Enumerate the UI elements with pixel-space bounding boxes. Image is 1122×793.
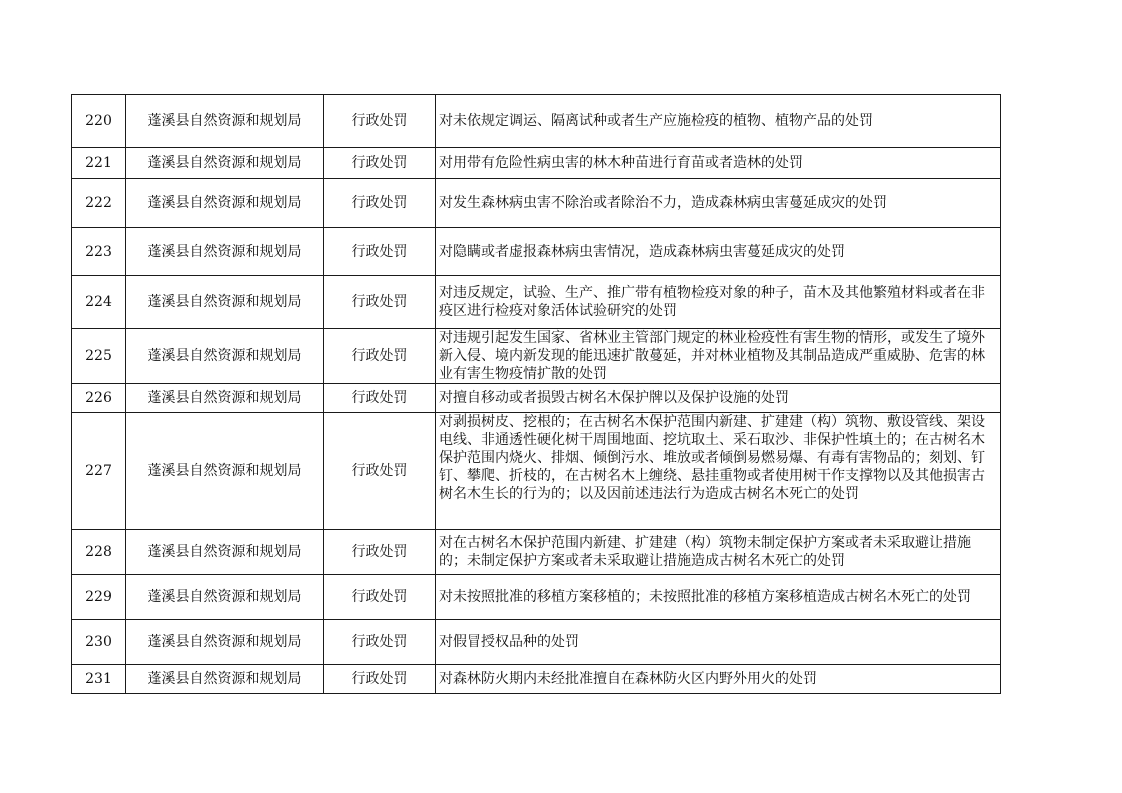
table-row bbox=[72, 620, 1001, 665]
item-number: 226 bbox=[72, 384, 126, 413]
item-type: 行政处罚 bbox=[324, 575, 436, 620]
description-text: 对在古树名木保护范围内新建、扩建建（构）筑物未制定保护方案或者未采取避让措施的；未制定保护方案或者未采取避让措施造成古树名木死亡的处罚 bbox=[439, 535, 971, 569]
department: 蓬溪县自然资源和规划局 bbox=[126, 530, 324, 575]
item-description bbox=[436, 179, 1001, 228]
item-description bbox=[436, 413, 1001, 530]
table-row bbox=[72, 276, 1001, 329]
item-number: 228 bbox=[72, 530, 126, 575]
table-row bbox=[72, 148, 1001, 179]
item-type: 行政处罚 bbox=[324, 95, 436, 148]
department: 蓬溪县自然资源和规划局 bbox=[126, 329, 324, 384]
department: 蓬溪县自然资源和规划局 bbox=[126, 228, 324, 276]
description-text: 对剥损树皮、挖根的；在古树名木保护范围内新建、扩建建（构）筑物、敷设管线、架设电线、非通透性硬化树干周围地面、挖坑取土、采石取沙、非保护性填土的；在古树名木保护范围内烧火、排烟、倾倒污水、堆放或者倾倒易燃易爆、有毒有害物品的；刻划、钉钉、攀爬、折枝的，在古树名木上缠绕、悬挂重物或者使用树干作支撑物以及其他损害古树名木生长的行为的；以及因前述违法行为造成古树名木死亡的处罚 bbox=[439, 414, 985, 502]
description-text: 对违反规定，试验、生产、推广带有植物检疫对象的种子，苗木及其他繁殖材料或者在非疫区进行检疫对象活体试验研究的处罚 bbox=[439, 285, 985, 319]
item-description bbox=[436, 148, 1001, 179]
item-number: 225 bbox=[72, 329, 126, 384]
item-type: 行政处罚 bbox=[324, 276, 436, 329]
description-text: 对发生森林病虫害不除治或者除治不力，造成森林病虫害蔓延成灾的处罚 bbox=[439, 195, 887, 211]
item-type: 行政处罚 bbox=[324, 384, 436, 413]
description-text: 对擅自移动或者损毁古树名木保护牌以及保护设施的处罚 bbox=[439, 390, 789, 406]
description-text: 对未依规定调运、隔离试种或者生产应施检疫的植物、植物产品的处罚 bbox=[439, 113, 873, 129]
item-type: 行政处罚 bbox=[324, 228, 436, 276]
department: 蓬溪县自然资源和规划局 bbox=[126, 384, 324, 413]
item-number: 230 bbox=[72, 620, 126, 665]
item-number: 220 bbox=[72, 95, 126, 148]
department: 蓬溪县自然资源和规划局 bbox=[126, 665, 324, 694]
department: 蓬溪县自然资源和规划局 bbox=[126, 413, 324, 530]
table-row bbox=[72, 329, 1001, 384]
item-type: 行政处罚 bbox=[324, 530, 436, 575]
department: 蓬溪县自然资源和规划局 bbox=[126, 148, 324, 179]
item-type: 行政处罚 bbox=[324, 620, 436, 665]
item-number: 227 bbox=[72, 413, 126, 530]
item-number: 221 bbox=[72, 148, 126, 179]
department: 蓬溪县自然资源和规划局 bbox=[126, 620, 324, 665]
table-row bbox=[72, 384, 1001, 413]
table-row bbox=[72, 95, 1001, 148]
item-description bbox=[436, 530, 1001, 575]
item-description bbox=[436, 95, 1001, 148]
penalty-table bbox=[71, 94, 1001, 694]
item-number: 224 bbox=[72, 276, 126, 329]
description-text: 对用带有危险性病虫害的林木种苗进行育苗或者造林的处罚 bbox=[439, 155, 803, 171]
item-number: 231 bbox=[72, 665, 126, 694]
table-row bbox=[72, 665, 1001, 694]
item-number: 223 bbox=[72, 228, 126, 276]
table-row bbox=[72, 413, 1001, 530]
item-type: 行政处罚 bbox=[324, 148, 436, 179]
description-text: 对假冒授权品种的处罚 bbox=[439, 634, 579, 650]
item-number: 229 bbox=[72, 575, 126, 620]
description-text: 对未按照批准的移植方案移植的；未按照批准的移植方案移植造成古树名木死亡的处罚 bbox=[439, 589, 971, 605]
department: 蓬溪县自然资源和规划局 bbox=[126, 276, 324, 329]
table-row bbox=[72, 530, 1001, 575]
item-type: 行政处罚 bbox=[324, 413, 436, 530]
item-description bbox=[436, 384, 1001, 413]
description-text: 对隐瞒或者虚报森林病虫害情况，造成森林病虫害蔓延成灾的处罚 bbox=[439, 243, 845, 260]
item-description bbox=[436, 276, 1001, 329]
item-description bbox=[436, 620, 1001, 665]
department: 蓬溪县自然资源和规划局 bbox=[126, 179, 324, 228]
department: 蓬溪县自然资源和规划局 bbox=[126, 95, 324, 148]
item-description bbox=[436, 228, 1001, 276]
table-row bbox=[72, 179, 1001, 228]
description-text: 对森林防火期内未经批准擅自在森林防火区内野外用火的处罚 bbox=[439, 671, 817, 687]
item-description bbox=[436, 575, 1001, 620]
item-type: 行政处罚 bbox=[324, 179, 436, 228]
description-text: 对违规引起发生国家、省林业主管部门规定的林业检疫性有害生物的情形，或发生了境外新入侵、境内新发现的能迅速扩散蔓延，并对林业植物及其制品造成严重威胁、危害的林业有害生物疫情扩散的处罚 bbox=[439, 330, 985, 382]
item-number: 222 bbox=[72, 179, 126, 228]
table-row bbox=[72, 575, 1001, 620]
table-row bbox=[72, 228, 1001, 276]
item-type: 行政处罚 bbox=[324, 329, 436, 384]
item-description bbox=[436, 329, 1001, 384]
item-description bbox=[436, 665, 1001, 694]
department: 蓬溪县自然资源和规划局 bbox=[126, 575, 324, 620]
item-type: 行政处罚 bbox=[324, 665, 436, 694]
